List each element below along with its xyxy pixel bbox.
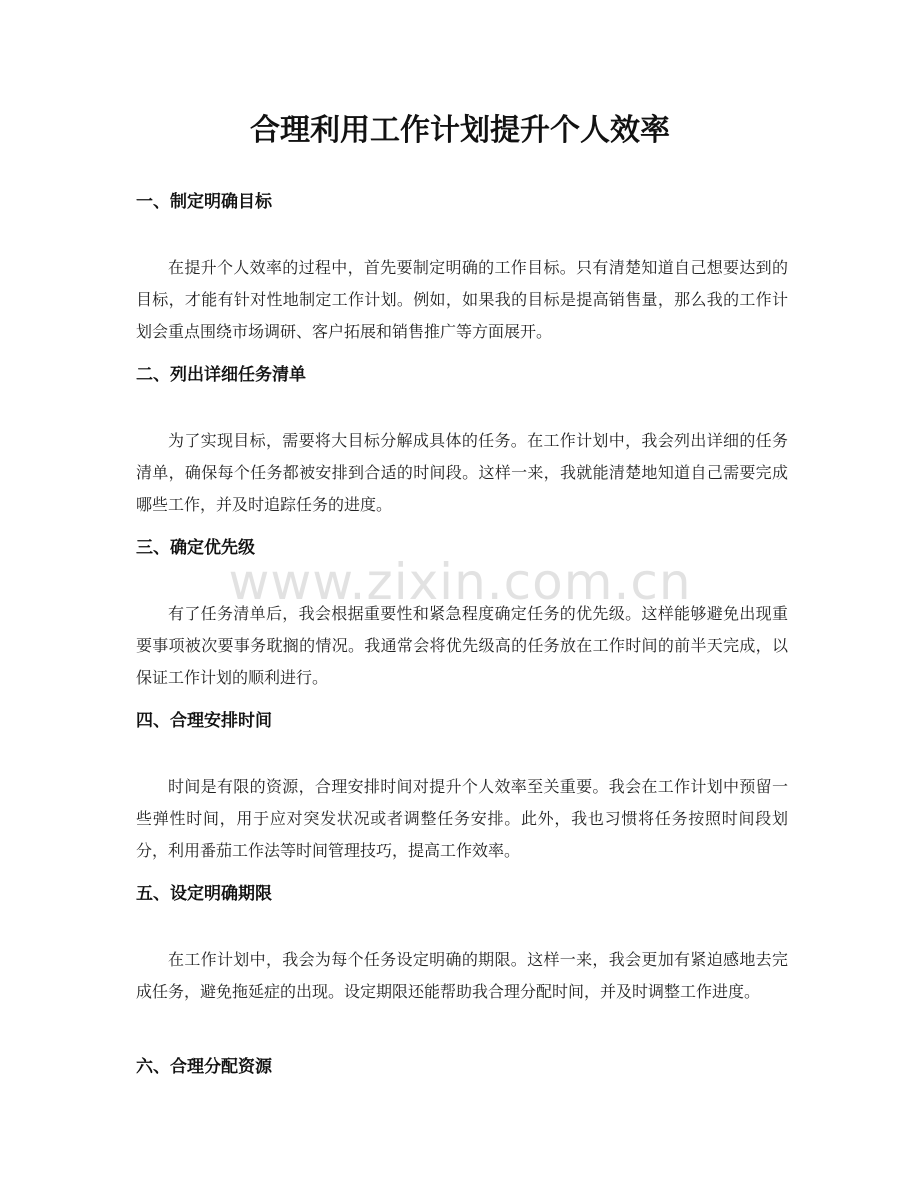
section-paragraph: 时间是有限的资源，合理安排时间对提升个人效率至关重要。我会在工作计划中预留一些弹性时间，用于应对突发状况或者调整任务安排。此外，我也习惯将任务按照时间段划分，利用番茄工作法等时间管理技巧，提高工作效率。 bbox=[136, 777, 788, 860]
document-title: 合理利用工作计划提升个人效率 bbox=[250, 113, 670, 148]
section-4 bbox=[136, 709, 788, 867]
section-5 bbox=[136, 882, 788, 1008]
section-heading: 四、合理安排时间 bbox=[136, 711, 272, 731]
section-paragraph: 为了实现目标，需要将大目标分解成具体的任务。在工作计划中，我会列出详细的任务清单，确保每个任务都被安排到合适的时间段。这样一来，我就能清楚地知道自己需要完成哪些工作，并及时追踪任务的进度。 bbox=[136, 431, 788, 514]
section-paragraph: 有了任务清单后，我会根据重要性和紧急程度确定任务的优先级。这样能够避免出现重要事项被次要事务耽搁的情况。我通常会将优先级高的任务放在工作时间的前半天完成，以保证工作计划的顺利进行。 bbox=[136, 604, 788, 687]
watermark: www.zixin.com.cn bbox=[228, 553, 692, 611]
section-heading: 一、制定明确目标 bbox=[136, 192, 272, 212]
section-paragraph: 在提升个人效率的过程中，首先要制定明确的工作目标。只有清楚知道自己想要达到的目标，才能有针对性地制定工作计划。例如，如果我的目标是提高销售量，那么我的工作计划会重点围绕市场调研、客户拓展和销售推广等方面展开。 bbox=[136, 258, 788, 341]
section-1 bbox=[136, 190, 788, 348]
section-heading: 五、设定明确期限 bbox=[136, 884, 272, 904]
section-heading: 二、列出详细任务清单 bbox=[136, 365, 306, 385]
section-2 bbox=[136, 363, 788, 521]
section-paragraph: 在工作计划中，我会为每个任务设定明确的期限。这样一来，我会更加有紧迫感地去完成任务，避免拖延症的出现。设定期限还能帮助我合理分配时间，并及时调整工作进度。 bbox=[136, 950, 788, 1001]
section-heading: 六、合理分配资源 bbox=[136, 1057, 272, 1077]
section-3 bbox=[136, 536, 788, 694]
section-6 bbox=[136, 1055, 788, 1079]
section-heading: 三、确定优先级 bbox=[136, 538, 255, 558]
